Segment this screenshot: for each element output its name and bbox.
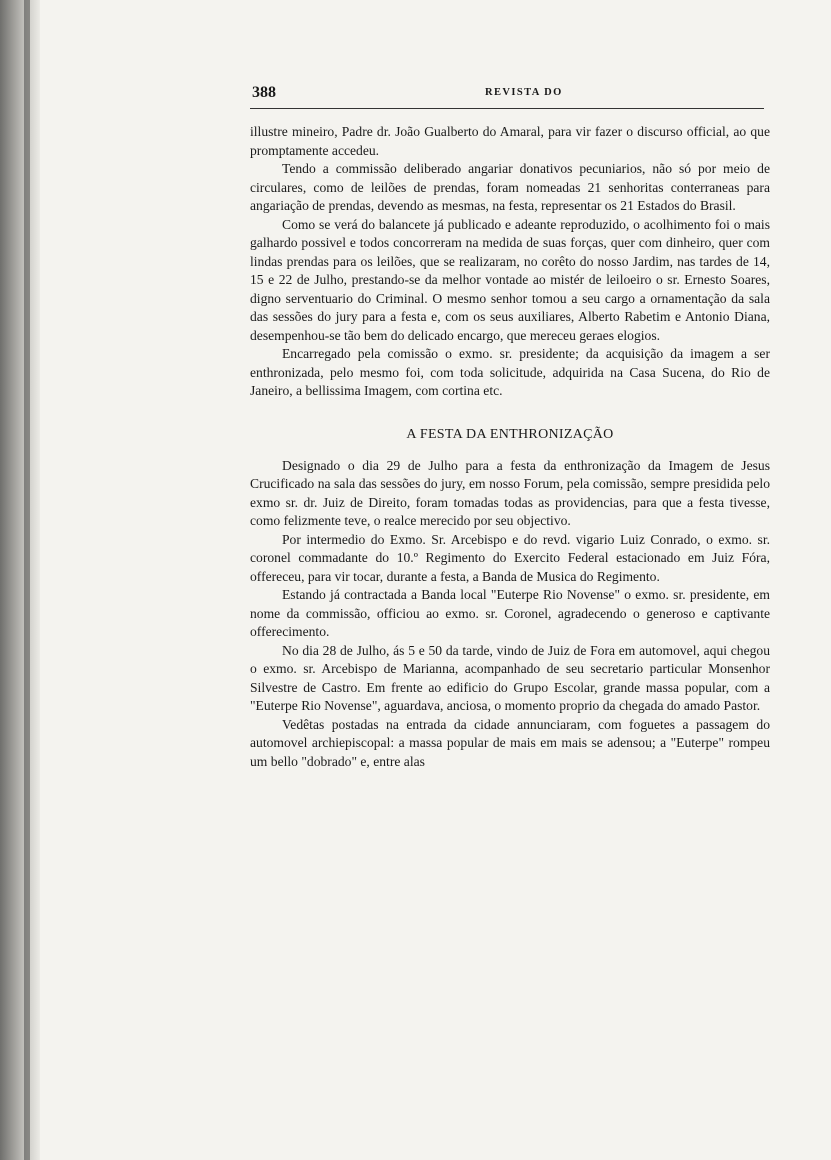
- running-title: REVISTA DO: [485, 87, 563, 98]
- paragraph: Encarregado pela comissão o exmo. sr. presidente; da acquisição da imagem a ser enthronizada, pelo mesmo foi, com toda solicitude, adquirida na Casa Sucena, do Rio de Janeiro, a bellissima Imagem, com cortina etc.: [250, 346, 770, 398]
- paragraph: illustre mineiro, Padre dr. João Gualberto do Amaral, para vir fazer o discurso official, ao que promptamente accedeu.: [250, 124, 770, 158]
- paragraph: Como se verá do balancete já publicado e adeante reproduzido, o acolhimento foi o mais galhardo possivel e todos concorreram na medida de suas forças, quer com dinheiro, quer com lindas prendas para os leilões, que se realizaram, no corêto do nosso Jardim, nas tardes de 14, 15 e 22 de Julho, prestando-se da melhor vontade ao mistér de leiloeiro o sr. Ernesto Soares, digno serventuario do Criminal. O mesmo senhor tomou a seu cargo a ornamentação da sala das sessões do jury para a festa e, com os seus auxiliares, Alberto Rabetim e Antonio Diana, desempenhou-se tão bem do delicado encargo, que mereceu geraes elogios.: [250, 216, 770, 343]
- binding-edge: [24, 0, 30, 1160]
- document-page: [250, 84, 770, 771]
- running-head: [250, 84, 770, 106]
- paragraph: Vedêtas postadas na entrada da cidade annunciaram, com foguetes a passagem do automovel archiepiscopal: a massa popular de mais em mais se adensou; a "Euterpe" rompeu um bello "dobrado" e, entre alas: [250, 716, 770, 769]
- section-title: A FESTA DA ENTHRONIZAÇÃO: [406, 426, 614, 442]
- paragraph: Por intermedio do Exmo. Sr. Arcebispo e do revd. vigario Luiz Conrado, o exmo. sr. coronel commadante do 10.º Regimento do Exercito Federal estacionado em Juiz Fóra, offereceu, para vir tocar, durante a festa, a Banda de Musica do Regimento.: [250, 531, 770, 584]
- page-number: 388: [252, 84, 276, 101]
- paragraph: No dia 28 de Julho, ás 5 e 50 da tarde, vindo de Juiz de Fora em automovel, aqui chegou o exmo. sr. Arcebispo de Marianna, acompanhado de seu secretario particular Monsenhor Silvestre de Castro. Em frente ao edificio do Grupo Escolar, grande massa popular, com a "Euterpe Rio Novense", aguardava, anciosa, o momento proprio da chegada do amado Pastor.: [250, 642, 770, 713]
- header-rule: [250, 108, 764, 109]
- paragraph: Tendo a commissão deliberado angariar donativos pecuniarios, não só por meio de circulares, como de leilões de prendas, foram nomeadas 21 senhoritas conterraneas para angariação de prendas, devendo as mesmas, na festa, representar os 21 Estados do Brasil.: [250, 161, 770, 213]
- page-spine-shadow: [0, 0, 40, 1160]
- paragraph: Designado o dia 29 de Julho para a festa da enthronização da Imagem de Jesus Crucificado na sala das sessões do jury, em nosso Forum, pela comissão, sempre presidida pelo exmo sr. dr. Juiz de Direito, foram tomadas todas as providencias, para que a festa tivesse, como felizmente teve, o realce merecido por seu objectivo.: [250, 457, 770, 528]
- body-text: [250, 123, 770, 771]
- paragraph: Estando já contractada a Banda local "Euterpe Rio Novense" o exmo. sr. presidente, em nome da commissão, officiou ao exmo. sr. Coronel, agradecendo o generoso e captivante offerecimento.: [250, 587, 770, 639]
